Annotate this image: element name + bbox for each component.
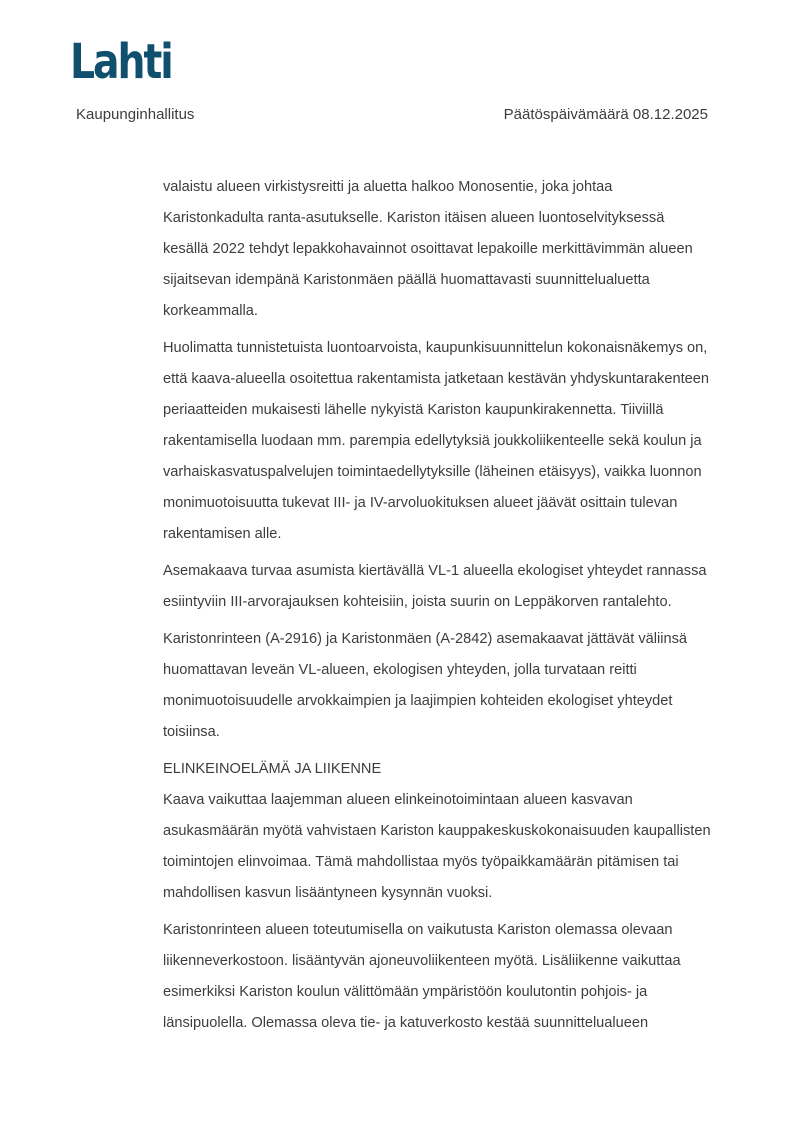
paragraph-commercial-vitality: Kaava vaikuttaa laajemman alueen elinkeinotoimintaan alueen kasvavan asukasmäärän myötä vahvistaen Kariston kauppakeskuskokonaisuuden kaupallisten toimintojen elinvoimaa. Tämä mahdollistaa myös työpaikkamäärän pitämisen tai mahdollisen kasvun lisääntyneen kysynnän vuoksi. [163, 792, 711, 901]
decision-date: Päätöspäivämäärä 08.12.2025 [503, 106, 708, 123]
section-heading-economy-traffic: ELINKEINOELÄMÄ JA LIIKENNE [163, 761, 382, 777]
paragraph-urban-planning-view: Huolimatta tunnistetuista luontoarvoista, kaupunkisuunnittelun kokonaisnäkemys on, että kaava-alueella osoitettua rakentamista jatketaan kestävän yhdyskuntarakenteen periaatteiden mukaisesti lähelle nykyistä Kariston kaupunkirakennetta. Tiiviillä rakentamisella luodaan mm. parempia edellytyksiä joukkoliikenteelle sekä koulun ja varhaiskasvatuspalvelujen toimintaedellytyksille (läheinen etäisyys), vaikka luonnon monimuotoisuutta tukevat III- ja IV-arvoluokituksen alueet jäävät osittain tulevan rakentamisen alle. [163, 340, 709, 542]
paragraph-vl-area: Karistonrinteen (A-2916) ja Karistonmäen (A-2842) asemakaavat jättävät väliinsä huomattavan leveän VL-alueen, ekologisen yhteyden, jolla turvataan reitti monimuotoisuudelle arvokkaimpien ja laajimpien kohteiden ekologiset yhteydet toisiinsa. [163, 631, 688, 740]
paragraph-ecological-connections: Asemakaava turvaa asumista kiertävällä VL-1 alueella ekologiset yhteydet rannassa esiintyviin III-arvorajauksen kohteisiin, joista suurin on Leppäkorven rantalehto. [163, 563, 707, 610]
document-header [76, 106, 708, 123]
paragraph-traffic-network: Karistonrinteen alueen toteutumisella on vaikutusta Kariston olemassa olevaan liikenneverkostoon. lisääntyvän ajoneuvoliikenteen myötä. Lisäliikenne vaikuttaa esimerkiksi Kariston koulun välittömään ympäristöön koulutontin pohjois- ja länsipuolella. Olemassa oleva tie- ja katuverkosto kestää suunnittelualueen [163, 922, 681, 1031]
document-body [163, 172, 711, 1045]
paragraph-nature-trail: valaistu alueen virkistysreitti ja aluetta halkoo Monosentie, joka johtaa Karistonkadulta ranta-asutukselle. Kariston itäisen alueen luontoselvityksessä kesällä 2022 tehdyt lepakkohavainnot osoittavat lepakoille merkittävimmän alueen sijaitsevan idempänä Karistonmäen päällä huomattavasti suunnittelualuetta korkeammalla. [163, 179, 693, 319]
lahti-city-logo: Lahti [70, 34, 172, 90]
committee-name: Kaupunginhallitus [76, 106, 195, 123]
